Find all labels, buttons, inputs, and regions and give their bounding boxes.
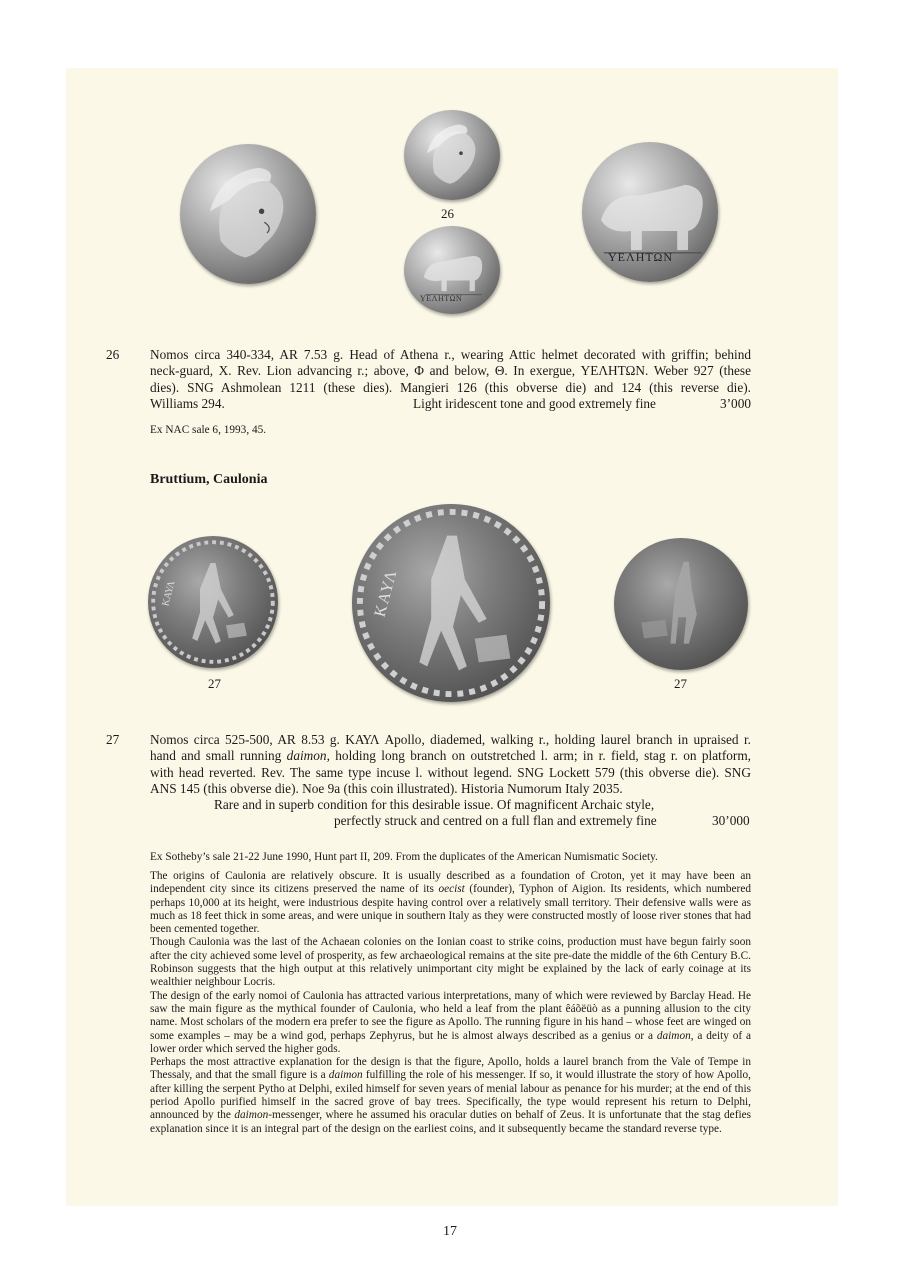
lot-26-description <box>150 347 751 413</box>
section-heading: Bruttium, Caulonia <box>150 472 268 487</box>
lot-27-line-2-b: , holding long branch on outstretched l. arm; in r. field, stag r. on platform, <box>326 748 751 764</box>
incuse-figure-icon <box>614 538 748 670</box>
lot-number-27: 27 <box>106 732 120 747</box>
coin-27-reverse <box>614 538 748 670</box>
lot-26-grade: Light iridescent tone and good extremely fine <box>413 396 656 412</box>
lot-26-estimate: 3’000 <box>719 396 751 412</box>
coin-26-reverse <box>404 226 500 314</box>
coin-27-legend-small: ΚΑΥΛ <box>160 579 178 608</box>
page-number: 17 <box>443 1224 457 1239</box>
lot-27-estimate: 30’000 <box>712 813 750 828</box>
essay-paragraph-1: The origins of Caulonia are relatively obscure. It is usually described as a foundation of Croton, yet it may have been an independent city since its citizens preserved the name of its oecist (founder), Typhon of Aigion. Its residents, which numbered perhaps 10,000 at its height, were industrious despite having control over a relatively small territory. Their defensive walls were as much as 18 feet thick in some areas, and were unique in southern Italy as they were constructed mostly of loose river stones that had been cemented together. <box>150 870 751 936</box>
lot-number-26: 26 <box>106 347 120 362</box>
lot-27-grade-2: perfectly struck and centred on a full flan and extremely fine <box>334 813 657 828</box>
lot-26-line-4 <box>150 396 751 412</box>
lot-26-line-2: neck-guard, X. Rev. Lion advancing r.; above, Φ and below, Θ. In exergue, ΥΕΛΗΤΩΝ. Weber 927 (these <box>150 363 751 379</box>
lot-27-provenance: Ex Sotheby’s sale 21-22 June 1990, Hunt part II, 209. From the duplicates of the American Numismatic Society. <box>150 851 658 863</box>
lot-26-reference-tail: Williams 294. <box>150 396 225 412</box>
lot-26-provenance: Ex NAC sale 6, 1993, 45. <box>150 424 267 436</box>
coin-27-obverse-enlarged <box>352 504 550 702</box>
image-label-27-right: 27 <box>674 676 687 691</box>
lot-26-line-3: dies). SNG Ashmolean 1211 (these dies). Mangieri 126 (this obverse die) and 124 (this reverse die). <box>150 379 751 395</box>
lot-26-line-1: Nomos circa 340-334, AR 7.53 g. Head of Athena r., wearing Attic helmet decorated with griffin; behind <box>150 347 751 362</box>
image-label-26: 26 <box>441 206 454 221</box>
athena-head-icon <box>180 144 316 284</box>
coin-legend: ΥΕΛΗΤΩΝ <box>608 250 674 264</box>
image-label-27-left: 27 <box>208 676 221 691</box>
essay-paragraph-2: Though Caulonia was the last of the Achaean colonies on the Ionian coast to strike coins, production must have begun fairly soon after the city achieved some level of prosperity, as few archaeological remains at the site pre-date the middle of the 6th Century B.C. Robinson suggests that the high output at this relatively unimportant city might be explained by the lack of early coinage at its wealthier neighbour Locris. <box>150 936 751 989</box>
essay-paragraph-3: The design of the early nomoi of Caulonia has attracted various interpretations, many of which were reviewed by Barclay Head. He saw the main figure as the mythical founder of Caulonia, who held a leaf from the plant êáõëüò as a punning allusion to the city name. Most scholars of the modern era prefer to see the figure as Apollo. The running figure in his hand – whose feet are winged on some examples – may be a wind god, perhaps Zephyrus, but he is almost always described as a genius or a daimon, a deity of a lower order which served the higher gods. <box>150 989 751 1055</box>
lot-27-essay <box>150 870 751 1136</box>
lot-27-grade-1: Rare and in superb condition for this desirable issue. Of magnificent Archaic style, <box>214 797 655 812</box>
coin-27-legend: ΚΑΥΛ <box>371 566 401 619</box>
coin-26-obverse <box>404 110 500 200</box>
lot-27-line-2-a: hand and small running <box>150 748 287 764</box>
lot-27-line-4: ANS 145 (this obverse die). Noe 9a (this coin illustrated). Historia Numorum Italy 2035. <box>150 781 623 797</box>
lot-27-line-2-daimon: daimon <box>286 748 327 764</box>
coin-26-reverse-enlarged <box>582 142 718 282</box>
essay-paragraph-4: Perhaps the most attractive explanation for the design is that the figure, Apollo, holds a laurel branch from the Vale of Tempe in Thessaly, and that the small figure is a daimon fulfilling the role of his messenger. If so, it would illustrate the story of how Apollo, after killing the serpent Pytho at Delphi, exiled himself for seven years of menial labour as penance for his murder; at the end of this period Apollo purified himself in the sacred grove of bay trees. Specifically, the type would represent his return to Delphi, announced by the daimon-messenger, where he assumed his oracular duties on behalf of Zeus. It is unfortunate that the stag defies explanation since it is an integral part of the design on the earliest coins, and it subsequently became the standard reverse type. <box>150 1056 752 1135</box>
lot-27-line-3: with head reverted. Rev. The same type incuse l. without legend. SNG Lockett 579 (this obverse die). SNG <box>150 764 751 780</box>
athena-head-icon <box>404 110 500 200</box>
coin-26-obverse-enlarged <box>180 144 316 284</box>
lot-27-description <box>150 732 751 798</box>
lot-27-line-1: Nomos circa 525-500, AR 8.53 g. ΚΑΥΛ Apollo, diademed, walking r., holding laurel branch in upraised r. <box>150 732 751 747</box>
lot-27-line-2 <box>150 748 751 764</box>
coin-legend-small: ΥΕΛΗΤΩΝ <box>420 294 463 303</box>
coin-27-obverse <box>148 536 278 668</box>
